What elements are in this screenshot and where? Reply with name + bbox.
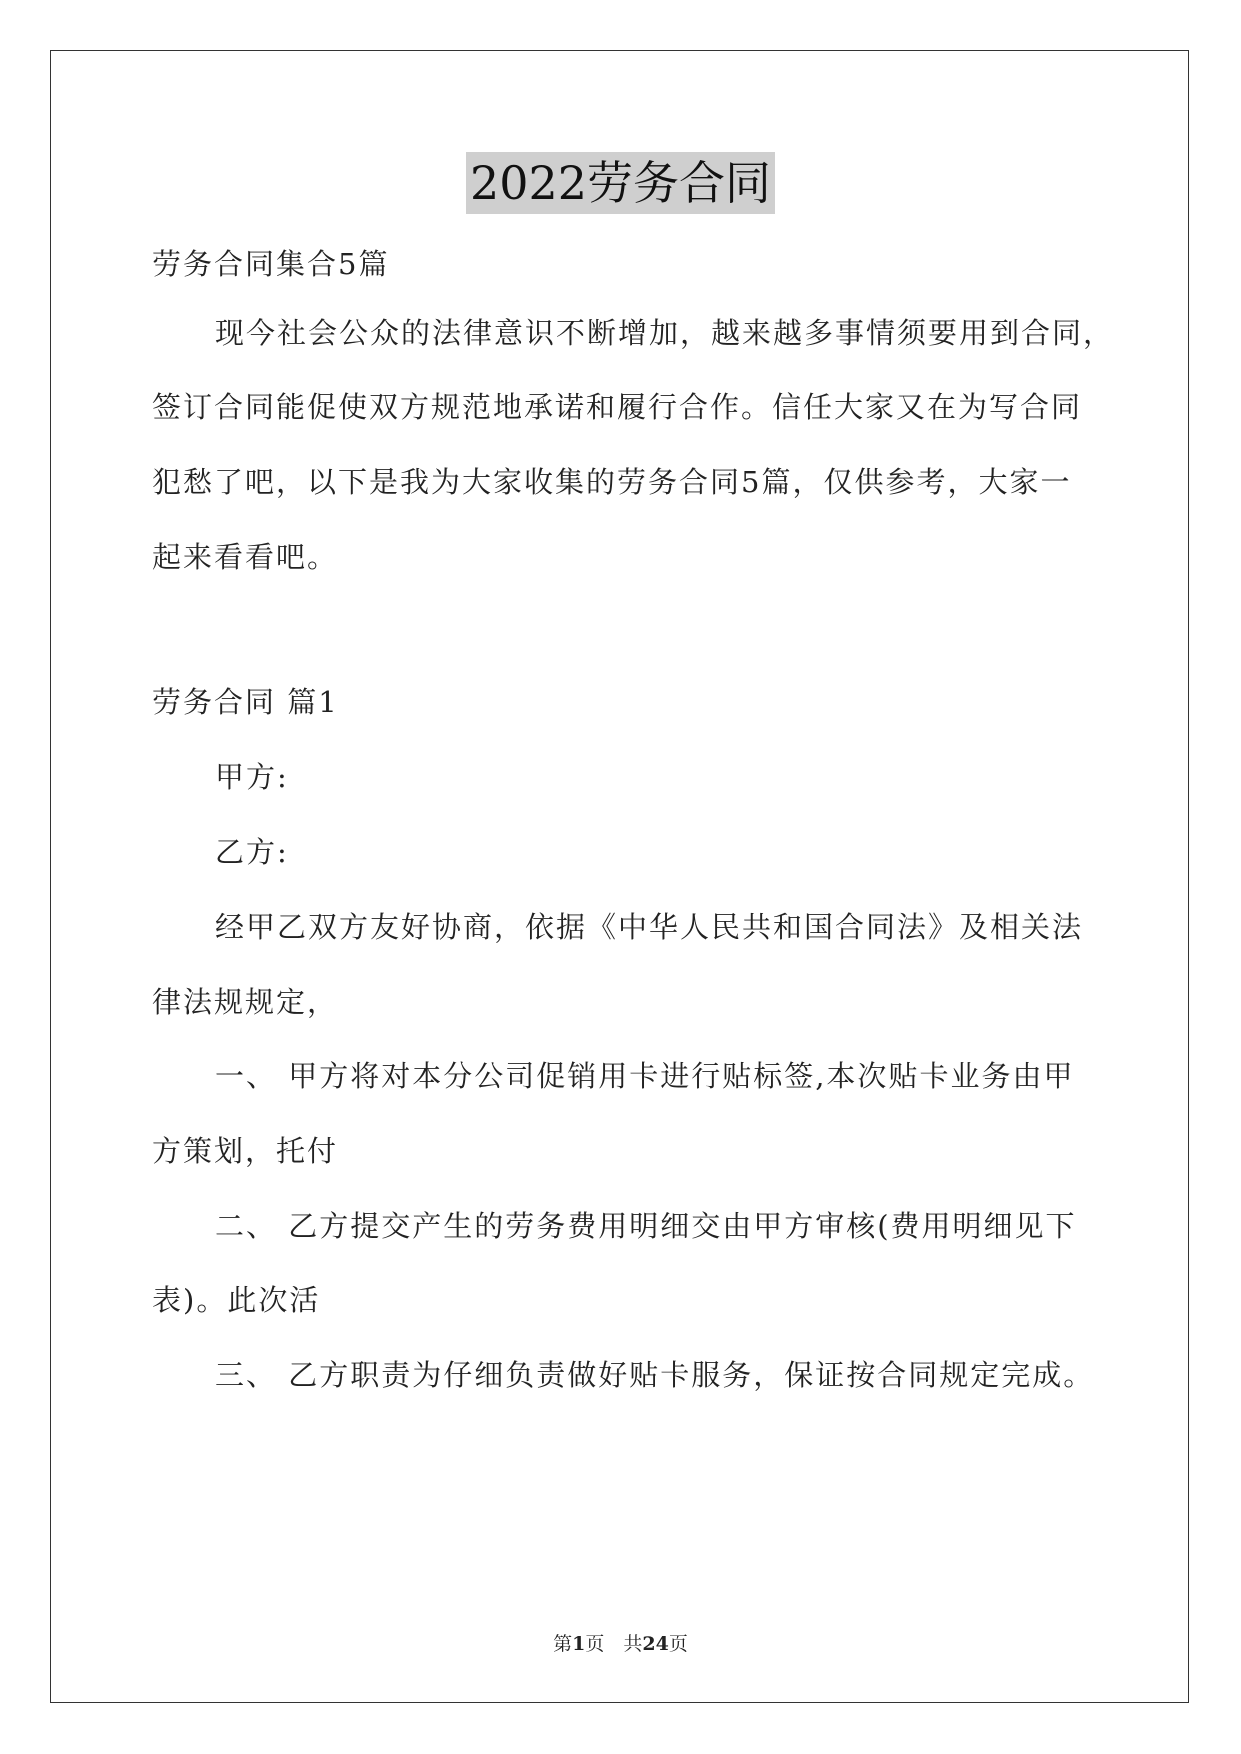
- footer-page-number: 1: [572, 1633, 586, 1655]
- intro-line: 签订合同能促使双方规范地承诺和履行合作。信任大家又在为写合同: [152, 390, 1083, 424]
- intro-line: 起来看看吧。: [152, 540, 339, 574]
- footer-page-total: 24: [642, 1633, 669, 1655]
- footer-page-suffix: 页: [668, 1633, 688, 1655]
- clause-2-line: 二、 乙方提交产生的劳务费用明细交由甲方审核(费用明细见下: [215, 1209, 1077, 1243]
- page-border: [50, 50, 1189, 1703]
- clause-3-line: 三、 乙方职责为仔细负责做好贴卡服务，保证按合同规定完成。: [215, 1358, 1095, 1392]
- clause-1-line: 方策划，托付: [152, 1134, 339, 1168]
- intro-line: 犯愁了吧，以下是我为大家收集的劳务合同5篇，仅供参考，大家一: [152, 465, 1072, 499]
- document-title: 2022劳务合同: [466, 152, 775, 214]
- document-subtitle: 劳务合同集合5篇: [152, 247, 390, 281]
- footer-page-mid: 页 共: [585, 1633, 643, 1655]
- clause-1-line: 一、 甲方将对本分公司促销用卡进行贴标签,本次贴卡业务由甲: [215, 1059, 1075, 1093]
- party-b-label: 乙方:: [215, 835, 289, 869]
- section-heading: 劳务合同 篇1: [152, 685, 339, 719]
- page-footer: [0, 1632, 1241, 1656]
- title-container: [0, 152, 1241, 214]
- footer-page-prefix: 第: [553, 1633, 573, 1655]
- clause-intro-line: 律法规规定，: [152, 985, 339, 1019]
- clause-intro-line: 经甲乙双方友好协商，依据《中华人民共和国合同法》及相关法: [215, 910, 1084, 944]
- clause-2-line: 表)。此次活: [152, 1283, 321, 1317]
- intro-line: 现今社会公众的法律意识不断增加，越来越多事情须要用到合同，: [215, 316, 1115, 350]
- party-a-label: 甲方:: [215, 760, 289, 794]
